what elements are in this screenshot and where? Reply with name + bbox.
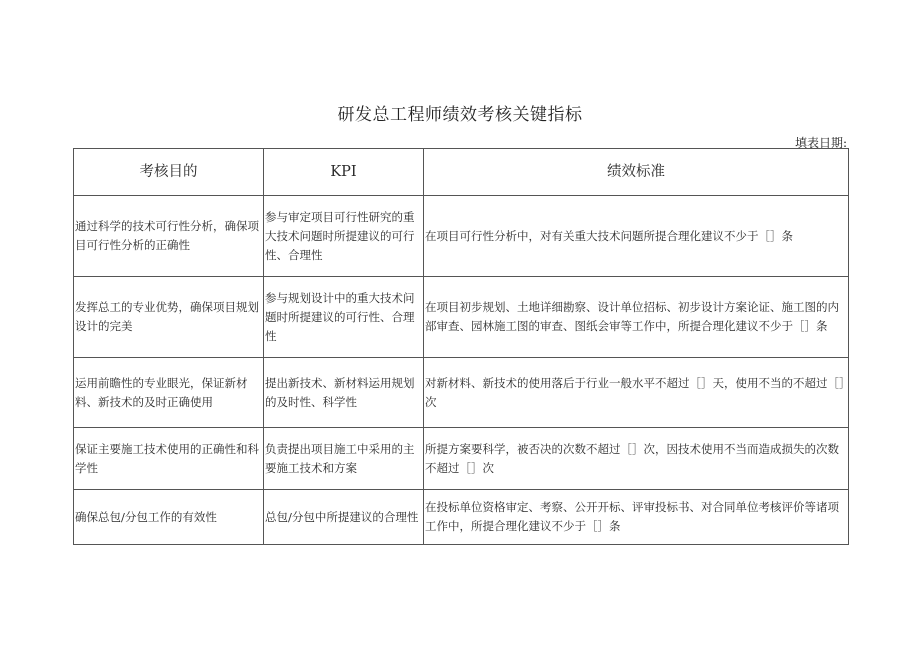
purpose-cell: 通过科学的技术可行性分析，确保项目可行性分析的正确性 [74,196,264,277]
purpose-cell: 保证主要施工技术使用的正确性和科学性 [74,428,264,490]
kpi-cell: 负责提出项目施工中采用的主要施工技术和方案 [264,428,424,490]
kpi-cell: 提出新技术、新材料运用规划的及时性、科学性 [264,358,424,428]
standard-cell: 在项目初步规划、土地详细勘察、设计单位招标、初步设计方案论证、施工图的内部审查、园林施工图的审查、图纸会审等工作中，所提合理化建议不少于［］条 [424,277,849,358]
fill-date-label: 填表日期: [794,136,847,150]
header-kpi: KPI [264,149,424,196]
table-row [74,277,849,358]
header-purpose: 考核目的 [74,149,264,196]
table-row [74,490,849,545]
kpi-cell: 总包/分包中所提建议的合理性 [264,490,424,545]
header-standard: 绩效标准 [424,149,849,196]
purpose-cell: 运用前瞻性的专业眼光，保证新材料、新技术的及时正确使用 [74,358,264,428]
kpi-table [73,148,849,545]
standard-cell: 在项目可行性分析中，对有关重大技术问题所提合理化建议不少于［］条 [424,196,849,277]
kpi-cell: 参与审定项目可行性研究的重大技术问题时所提建议的可行性、合理性 [264,196,424,277]
standard-cell: 对新材料、新技术的使用落后于行业一般水平不超过［］天，使用不当的不超过［］次 [424,358,849,428]
purpose-cell: 确保总包/分包工作的有效性 [74,490,264,545]
purpose-cell: 发挥总工的专业优势，确保项目规划设计的完美 [74,277,264,358]
kpi-cell: 参与规划设计中的重大技术问题时所提建议的可行性、合理性 [264,277,424,358]
table-header-row [74,149,849,196]
table-row [74,358,849,428]
document-title: 研发总工程师绩效考核关键指标 [337,105,583,125]
table-row [74,428,849,490]
standard-cell: 所提方案要科学，被否决的次数不超过［］次，因技术使用不当而造成损失的次数不超过［］次 [424,428,849,490]
table-row [74,196,849,277]
standard-cell: 在投标单位资格审定、考察、公开开标、评审投标书、对合同单位考核评价等诸项工作中，所提合理化建议不少于［］条 [424,490,849,545]
